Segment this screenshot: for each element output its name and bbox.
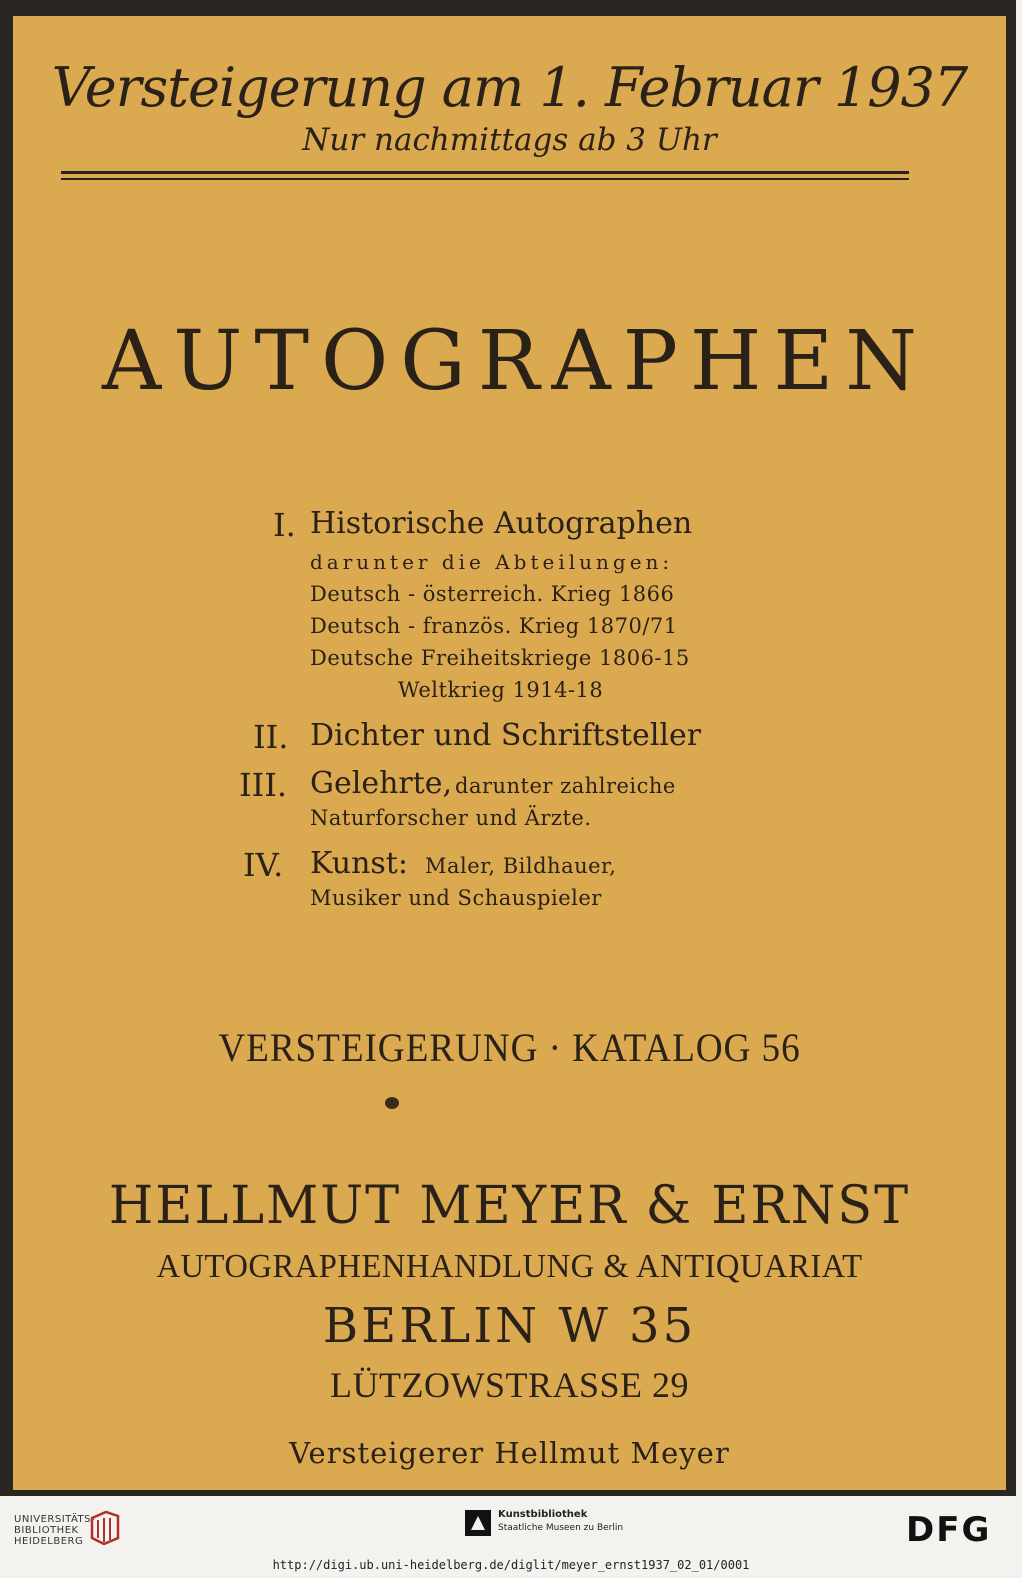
list-item: [233, 678, 703, 718]
uni-line: HEIDELBERG: [14, 1536, 84, 1547]
section-number: III.: [239, 766, 288, 804]
section-note: darunter zahlreiche: [455, 774, 676, 798]
auction-date: Versteigerung am 1. Februar 1937: [51, 56, 968, 119]
list-item: [233, 806, 703, 846]
list-item: [233, 646, 703, 678]
ornament-dot: [385, 1097, 399, 1109]
section-title: Historische Autographen: [310, 506, 693, 541]
list-item: [233, 506, 703, 550]
kb-line: Kunstbibliothek: [498, 1509, 588, 1520]
section-note: Naturforscher und Ärzte.: [310, 806, 592, 830]
contents-list: [233, 506, 703, 918]
list-item: [233, 582, 703, 614]
university-library-icon[interactable]: [88, 1508, 122, 1546]
firm-subtitle: AUTOGRAPHENHANDLUNG & ANTIQUARIAT: [156, 1248, 863, 1285]
double-rule-bottom: [61, 178, 909, 180]
list-item: [233, 614, 703, 646]
section-number: II.: [253, 718, 289, 756]
uni-line: BIBLIOTHEK: [14, 1525, 79, 1536]
firm-city: BERLIN W 35: [322, 1298, 697, 1354]
kb-line: Staatliche Museen zu Berlin: [498, 1523, 624, 1533]
viewer-footer: [0, 1496, 1022, 1578]
kunstbibliothek-label[interactable]: [498, 1508, 623, 1535]
list-item: [233, 846, 703, 886]
section-number: IV.: [243, 846, 284, 884]
firm-street: LÜTZOWSTRASSE 29: [330, 1365, 689, 1405]
section-note: Deutsche Freiheitskriege 1806-15: [310, 646, 690, 670]
auction-time: Nur nachmittags ab 3 Uhr: [302, 122, 717, 158]
dfg-logo[interactable]: DFG: [906, 1510, 992, 1550]
catalog-cover: [13, 16, 1006, 1490]
section-title: Gelehrte,: [310, 766, 453, 801]
section-note: darunter die Abteilungen:: [310, 550, 674, 574]
section-title: Dichter und Schriftsteller: [310, 718, 702, 753]
section-number: I.: [273, 506, 296, 544]
kunstbibliothek-icon[interactable]: [465, 1510, 491, 1536]
permalink-url[interactable]: http://digi.ub.uni-heidelberg.de/diglit/meyer_ernst1937_02_01/0001: [272, 1558, 750, 1572]
auctioneer: Versteigerer Hellmut Meyer: [289, 1436, 730, 1470]
section-note: Weltkrieg 1914-18: [398, 678, 604, 702]
section-note: Deutsch - französ. Krieg 1870/71: [310, 614, 678, 638]
section-note: Deutsch - österreich. Krieg 1866: [310, 582, 675, 606]
catalog-number: VERSTEIGERUNG · KATALOG 56: [218, 1025, 801, 1070]
university-library-logo-text[interactable]: [14, 1514, 95, 1547]
uni-line: UNIVERSITÄTS-: [14, 1514, 96, 1525]
list-item: [233, 766, 703, 806]
section-note: Musiker und Schauspieler: [310, 886, 602, 910]
section-note: Maler, Bildhauer,: [425, 854, 617, 878]
list-item: [233, 718, 703, 766]
list-item: [233, 886, 703, 918]
double-rule-top: [61, 171, 909, 174]
section-title: Kunst:: [310, 846, 408, 881]
firm-name: HELLMUT MEYER & ERNST: [108, 1176, 911, 1236]
cover-title: AUTOGRAPHEN: [102, 314, 929, 409]
list-item: [233, 550, 703, 582]
